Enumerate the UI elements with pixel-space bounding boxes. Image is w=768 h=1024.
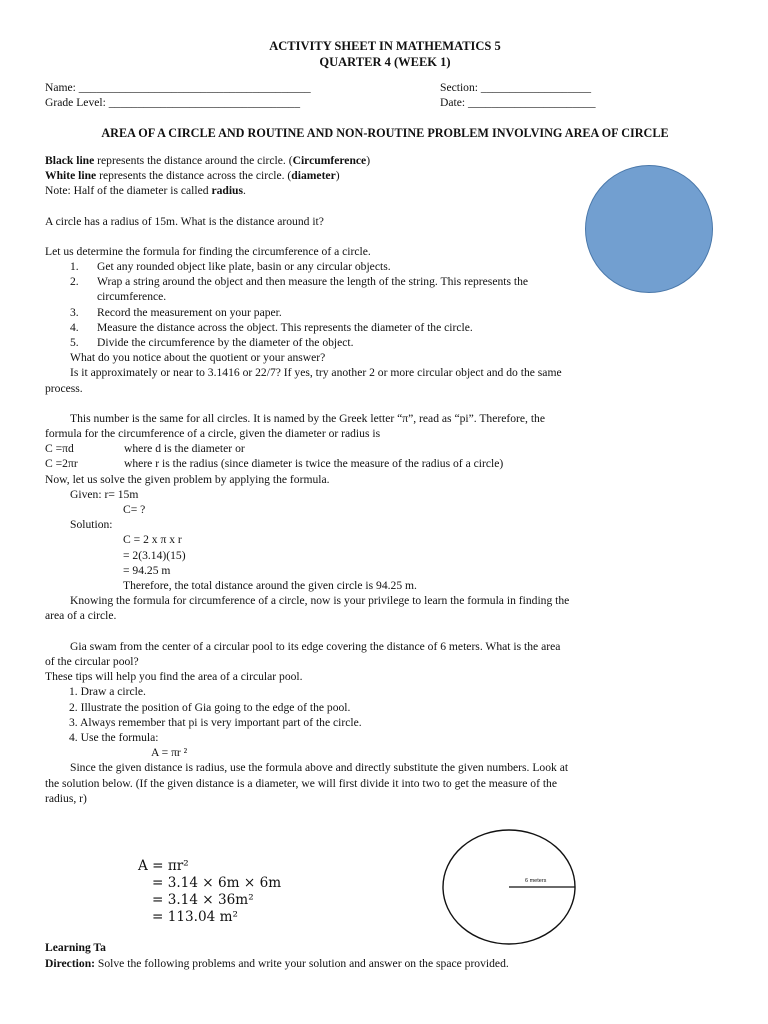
area-calc-line: = 3.14 × 6m × 6m (152, 875, 282, 891)
notice-question: What do you notice about the quotient or your answer? (70, 351, 326, 365)
question-circumference: A circle has a radius of 15m. What is the distance around it? (45, 214, 324, 228)
section-field[interactable]: Section: ___________________ (440, 81, 592, 94)
white-line-text: White line represents the distance across the circle. (diameter) (45, 169, 340, 183)
activity-sheet (45, 38, 725, 806)
gia-problem-2: of the circular pool? (45, 654, 139, 668)
list-item: 3. Record the measurement on your paper. (70, 305, 282, 319)
knowing-text-1: Knowing the formula for circumference of a circle, now is your privilege to learn the formula in finding the (70, 594, 570, 608)
tip-item: 1. Draw a circle. (69, 685, 146, 699)
solution-label: Solution: (70, 518, 113, 532)
list-item: 4. Measure the distance across the object. This represents the diameter of the circle. (70, 320, 473, 334)
tip-item: 3. Always remember that pi is very important part of the circle. (69, 715, 362, 729)
solution-line: = 2(3.14)(15) (123, 548, 186, 562)
solution-line: Therefore, the total distance around the given circle is 94.25 m. (123, 579, 417, 593)
learning-task-heading: Learning Ta (45, 941, 106, 954)
sheet-title: ACTIVITY SHEET IN MATHEMATICS 5 (269, 39, 501, 53)
solve-intro: Now, let us solve the given problem by applying the formula. (45, 472, 330, 486)
direction-text: Direction: Solve the following problems and write your solution and answer on the space provided. (45, 957, 509, 970)
pool-diagram (441, 828, 581, 946)
tip-item: 4. Use the formula: (69, 730, 159, 744)
circle-illustration (585, 165, 713, 293)
tip-item: 2. Illustrate the position of Gia going to the edge of the pool. (69, 700, 351, 714)
radius-note: Note: Half of the diameter is called radius. (45, 184, 246, 198)
pi-paragraph-1: This number is the same for all circles. It is named by the Greek letter “π”, read as “pi”. Therefore, the (70, 411, 545, 425)
area-solution (138, 858, 281, 926)
pool-radius-label: 6 meters (525, 878, 547, 884)
formula-radius: C =2πr where r is the radius (since diameter is twice the measure of the radius of a circle) (45, 457, 504, 471)
solution-line: = 94.25 m (123, 563, 171, 577)
approx-text-1: Is it approximately or near to 3.1416 or 22/7? If yes, try another 2 or more circular object and do the same (70, 366, 562, 380)
since-text-1: Since the given distance is radius, use the formula above and directly substitute the given numbers. Look at (70, 761, 569, 775)
area-calc-line: = 3.14 × 36m² (152, 892, 254, 908)
given-r: Given: r= 15m (70, 487, 139, 501)
student-fields (45, 80, 725, 112)
gia-problem-1: Gia swam from the center of a circular pool to its edge covering the distance of 6 meters. What is the area (70, 639, 561, 653)
area-formula: A = πr ² (151, 746, 188, 760)
since-text-3: radius, r) (45, 791, 87, 805)
approx-text-2: process. (45, 381, 83, 395)
topic-heading: AREA OF A CIRCLE AND ROUTINE AND NON-ROUTINE PROBLEM INVOLVING AREA OF CIRCLE (101, 126, 669, 140)
area-calc-line: = 113.04 m² (152, 909, 238, 925)
list-item: circumference. (97, 290, 167, 304)
grade-level-field[interactable]: Grade Level: _________________________________ (45, 96, 301, 109)
solution-line: C = 2 x π x r (123, 533, 182, 547)
name-field[interactable]: Name: ________________________________________ (45, 81, 311, 94)
list-item: 1. Get any rounded object like plate, basin or any circular objects. (70, 260, 391, 274)
pi-paragraph-2: formula for the circumference of a circle, given the diameter or radius is (45, 427, 381, 441)
date-field[interactable]: Date: ______________________ (440, 96, 596, 109)
given-c: C= ? (123, 503, 146, 517)
list-item: 5. Divide the circumference by the diameter of the object. (70, 336, 354, 350)
formula-diameter: C =πd where d is the diameter or (45, 442, 245, 456)
list-item: 2. Wrap a string around the object and then measure the length of the string. This represents the (70, 275, 529, 289)
knowing-text-2: area of a circle. (45, 609, 117, 623)
since-text-2: the solution below. (If the given distance is a diameter, we will first divide it into two to get the measure of the (45, 776, 557, 790)
area-calc-line: A = πr² (138, 858, 189, 874)
quarter-title: QUARTER 4 (WEEK 1) (319, 55, 451, 69)
formula-intro: Let us determine the formula for finding the circumference of a circle. (45, 244, 371, 258)
black-line-text: Black line represents the distance around the circle. (Circumference) (45, 154, 371, 167)
tips-intro: These tips will help you find the area of a circular pool. (45, 670, 303, 684)
